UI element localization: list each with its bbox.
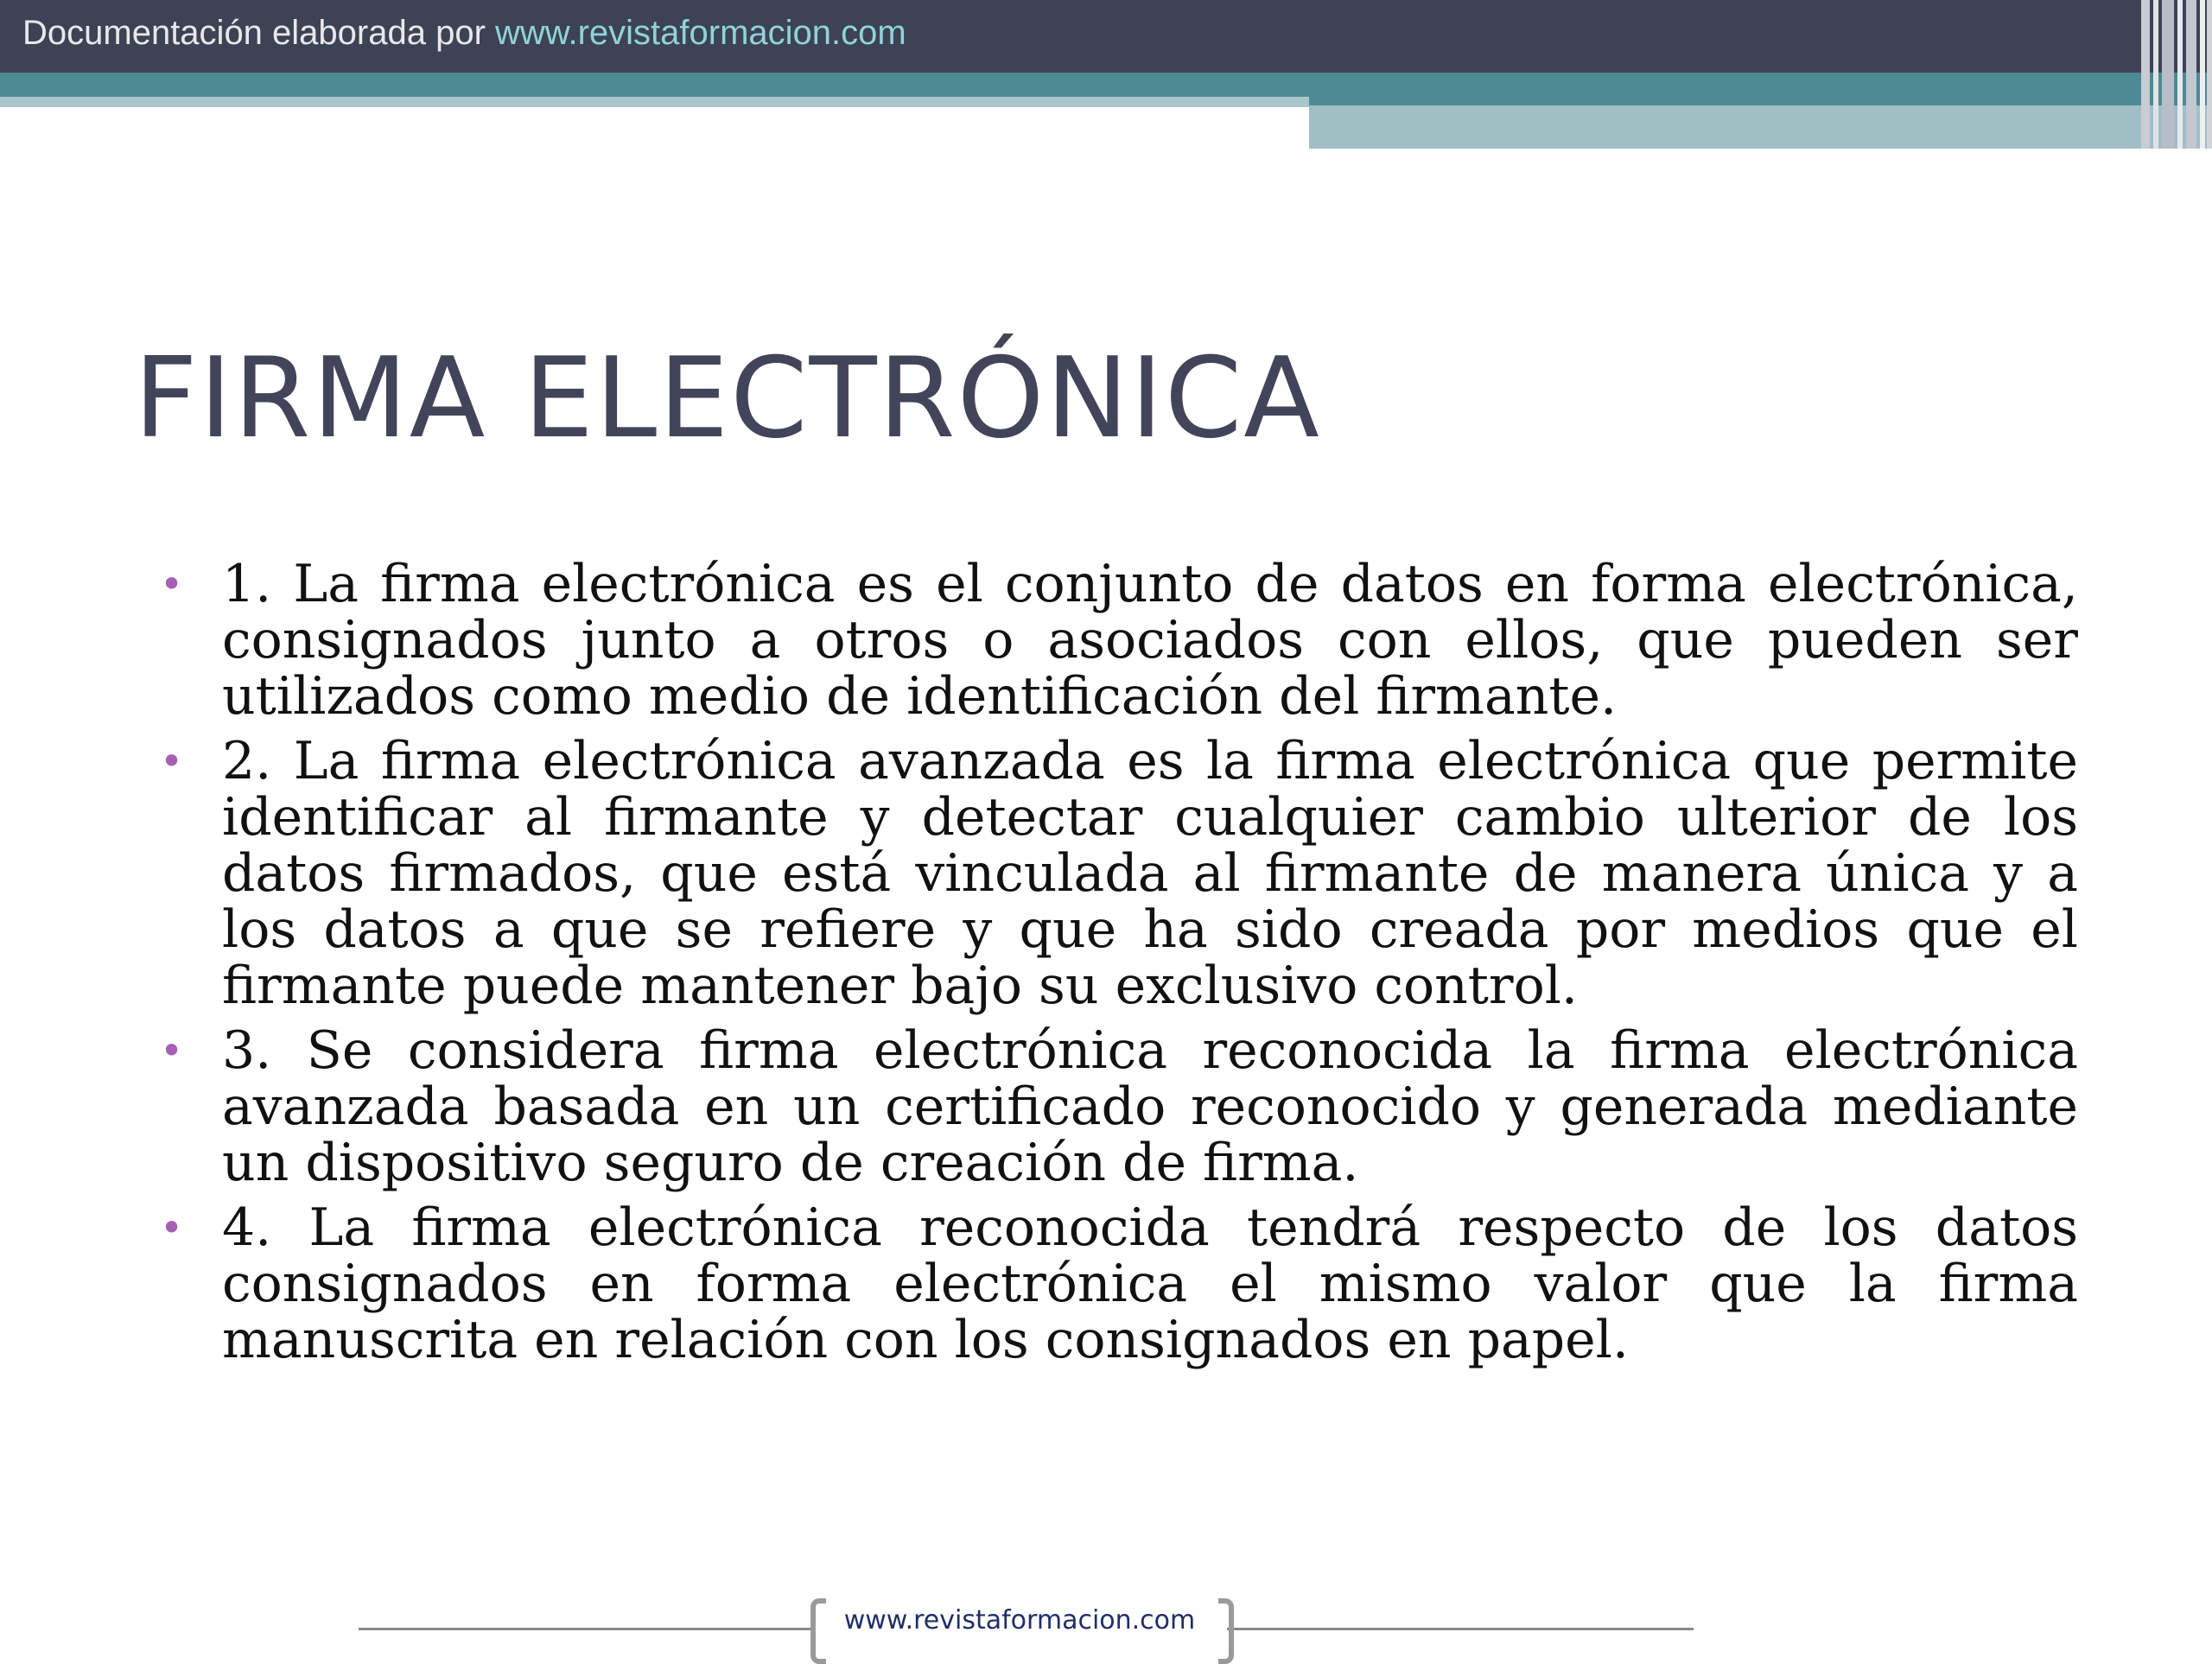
bullet-dot-icon: • (160, 561, 184, 607)
bullet-dot-icon: • (160, 738, 184, 784)
header-credit (22, 14, 906, 53)
bullet-dot-icon: • (160, 1027, 184, 1074)
bullet-item-2 (160, 731, 2078, 1016)
bullet-list (160, 556, 2078, 1377)
bullet-text-4: 4. La firma electrónica reconocida tendrá respecto de los datos consignados en forma electrónica el mismo valor que la firma manuscrita en relación con los consignados en papel. (222, 1197, 2078, 1370)
slide-title: FIRMA ELECTRÓNICA (134, 334, 1321, 463)
bullet-text-1: 1. La firma electrónica es el conjunto de datos en forma electrónica, consignados junto a otros o asociados con ellos, que pueden ser utilizados como medio de identificación del firmante. (222, 554, 2078, 727)
bullet-item-3 (160, 1020, 2078, 1193)
header-light-band-left (0, 97, 1309, 107)
header-light-band-right (1309, 105, 2212, 149)
bullet-dot-icon: • (160, 1204, 184, 1251)
header-stripes-decoration (2141, 0, 2212, 149)
footer-url-link[interactable]: www.revistaformacion.com (843, 1605, 1196, 1635)
bullet-text-3: 3. Se considera firma electrónica reconocida la firma electrónica avanzada basada en un certificado reconocido y generada mediante un dispositivo seguro de creación de firma. (222, 1020, 2078, 1193)
bullet-item-1 (160, 556, 2078, 725)
header-credit-link[interactable]: www.revistaformacion.com (495, 14, 906, 52)
bullet-item-4 (160, 1197, 2078, 1370)
bullet-text-2: 2. La firma electrónica avanzada es la firma electrónica que permite identificar al firmante y detectar cualquier cambio ulterior de los datos firmados, que está vinculada al firmante de manera única y a los datos a que se refiere y que ha sido creada por medios que el firmante puede mantener bajo su exclusivo control. (222, 731, 2078, 1016)
footer-line-left (359, 1628, 812, 1630)
top-header-bar (0, 0, 2212, 73)
header-credit-text: Documentación elaborada por (22, 14, 496, 52)
footer-line-right (1227, 1628, 1694, 1630)
